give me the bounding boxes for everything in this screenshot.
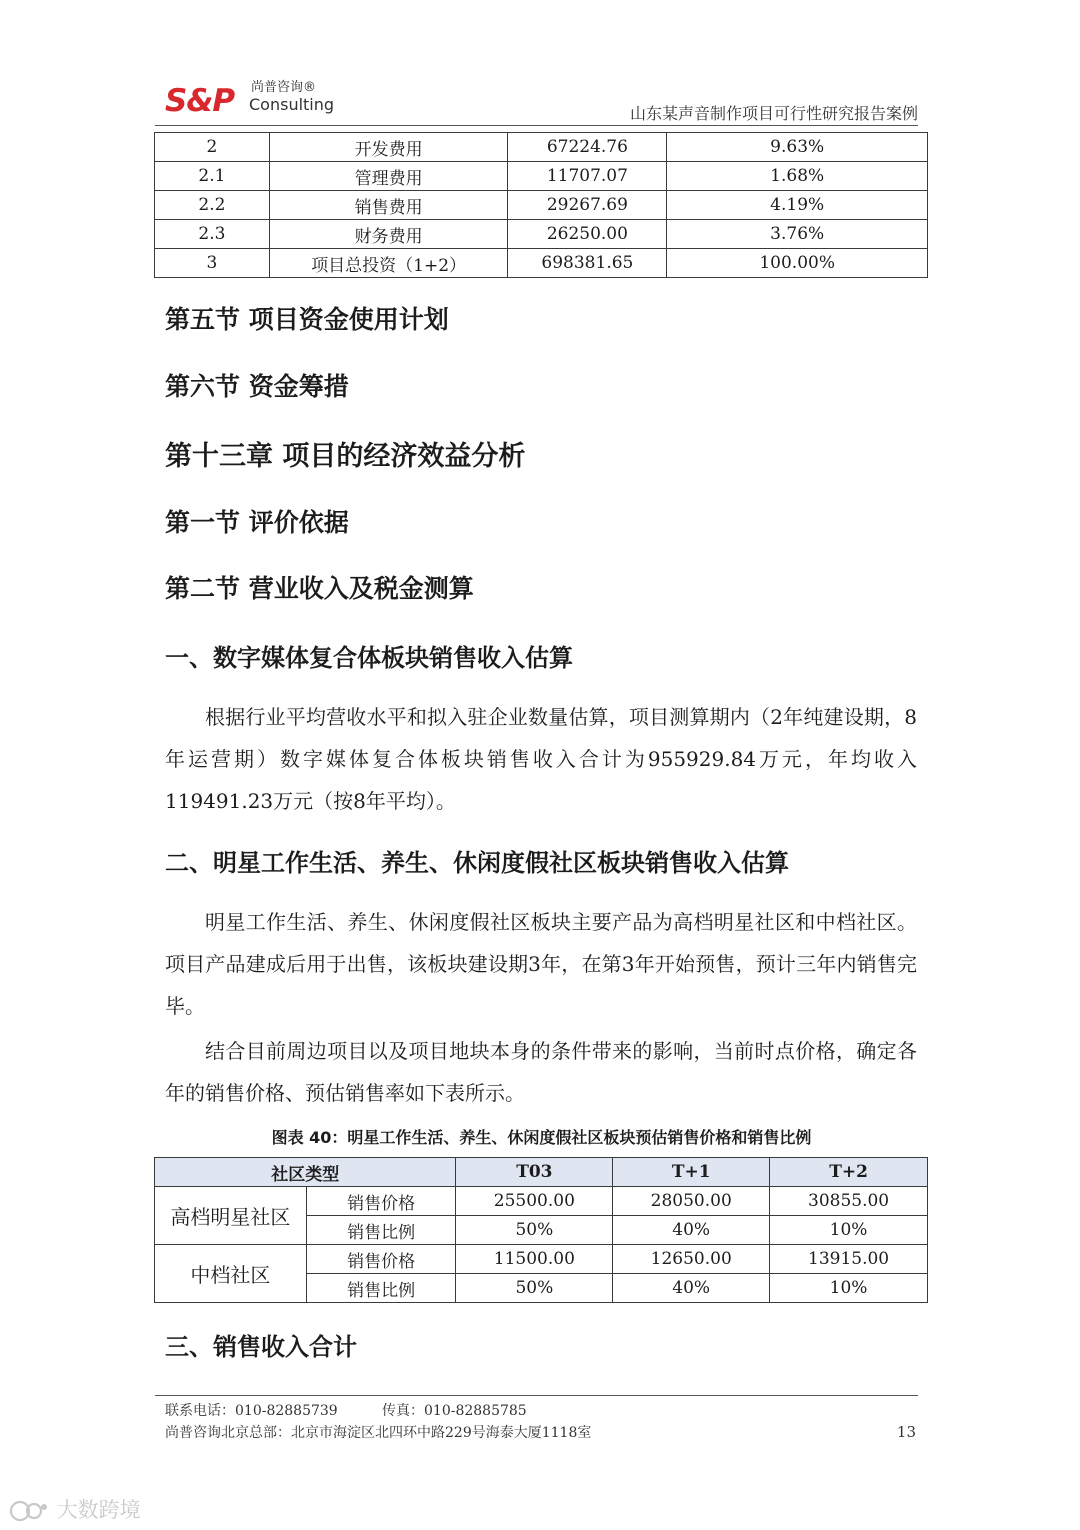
subheading-3: 三、销售收入合计 [165, 1333, 357, 1361]
table-cell: 销售费用 [269, 191, 508, 220]
table-header-row [155, 1158, 928, 1187]
table-cell: 4.19% [667, 191, 928, 220]
paragraph-2: 明星工作生活、养生、休闲度假社区板块主要产品为高档明星社区和中档社区。项目产品建成后用于出售，该板块建设期3年，在第3年开始预售，预计三年内销售完毕。 [165, 910, 917, 1018]
footer-address: 尚普咨询北京总部：北京市海淀区北四环中路229号海泰大厦1118室 [165, 1425, 592, 1441]
table-row [155, 1245, 928, 1274]
table-cell: 50% [456, 1216, 613, 1245]
table-cell: 26250.00 [508, 220, 667, 249]
logo-icon [8, 1498, 50, 1524]
table-cell: 30855.00 [770, 1187, 928, 1216]
header-cell: 社区类型 [155, 1158, 456, 1187]
table-cell: 67224.76 [508, 133, 667, 162]
table-cell: 销售价格 [306, 1245, 456, 1274]
footer-phone: 联系电话：010-82885739 [165, 1403, 338, 1419]
table-cell: 29267.69 [508, 191, 667, 220]
table-cell: 50% [456, 1274, 613, 1303]
paragraph-1: 根据行业平均营收水平和拟入驻企业数量估算，项目测算期内（2年纯建设期，8年运营期）数字媒体复合体板块销售收入合计为955929.84万元，年均收入119491.23万元（按8年平均）。 [165, 705, 917, 813]
header-cell: T03 [456, 1158, 613, 1187]
table-cell: 项目总投资（1+2） [269, 249, 508, 278]
group-cell: 中档社区 [155, 1245, 307, 1303]
table-cell: 11500.00 [456, 1245, 613, 1274]
table-row [155, 1187, 928, 1216]
group-cell: 高档明星社区 [155, 1187, 307, 1245]
table-row [155, 133, 928, 162]
section-heading-1: 第一节 评价依据 [165, 508, 349, 537]
table-cell: 管理费用 [269, 162, 508, 191]
logo-mark: S&P [165, 83, 235, 119]
table-cell: 2 [155, 133, 270, 162]
table-row [155, 220, 928, 249]
table-cell: 2.3 [155, 220, 270, 249]
table-cell: 25500.00 [456, 1187, 613, 1216]
table-cell: 销售比例 [306, 1274, 456, 1303]
table-cell: 100.00% [667, 249, 928, 278]
subheading-1: 一、数字媒体复合体板块销售收入估算 [165, 644, 573, 672]
table-row [155, 191, 928, 220]
chapter-heading-13: 第十三章 项目的经济效益分析 [165, 441, 526, 472]
subheading-2: 二、明星工作生活、养生、休闲度假社区板块销售收入估算 [165, 849, 789, 877]
table-cell: 13915.00 [770, 1245, 928, 1274]
table-cell: 40% [613, 1274, 770, 1303]
paragraph-3: 结合目前周边项目以及项目地块本身的条件带来的影响，当前时点价格，确定各年的销售价格、预估销售率如下表所示。 [165, 1039, 917, 1105]
table-cell: 3 [155, 249, 270, 278]
watermark [8, 1494, 141, 1524]
table-cell: 销售比例 [306, 1216, 456, 1245]
footer-fax: 传真：010-82885785 [382, 1403, 527, 1419]
table-cell: 2.2 [155, 191, 270, 220]
table-cell: 40% [613, 1216, 770, 1245]
logo-chinese-name: 尚普咨询® [251, 80, 317, 95]
table-row [155, 162, 928, 191]
table-row [155, 249, 928, 278]
table-cell: 698381.65 [508, 249, 667, 278]
table-cell: 3.76% [667, 220, 928, 249]
table-caption: 图表 40：明星工作生活、养生、休闲度假社区板块预估销售价格和销售比例 [271, 1128, 812, 1147]
table-cell: 2.1 [155, 162, 270, 191]
table-cell: 1.68% [667, 162, 928, 191]
table-cell: 10% [770, 1216, 928, 1245]
table-cell: 销售价格 [306, 1187, 456, 1216]
table-cell: 开发费用 [269, 133, 508, 162]
table-cell: 财务费用 [269, 220, 508, 249]
price-table [154, 1157, 928, 1303]
header-divider [155, 125, 918, 126]
logo-english-name: Consulting [249, 95, 335, 114]
watermark-text: 大数跨境 [56, 1498, 141, 1522]
company-logo [165, 80, 335, 120]
table-cell: 9.63% [667, 133, 928, 162]
header-cell: T+2 [770, 1158, 928, 1187]
table-cell: 11707.07 [508, 162, 667, 191]
section-heading-6: 第六节 资金筹措 [165, 372, 349, 401]
table-cell: 28050.00 [613, 1187, 770, 1216]
footer-divider [155, 1395, 918, 1396]
section-heading-5: 第五节 项目资金使用计划 [165, 305, 449, 334]
table-cell: 12650.00 [613, 1245, 770, 1274]
investment-table [154, 132, 928, 278]
header-cell: T+1 [613, 1158, 770, 1187]
page-number: 13 [896, 1423, 916, 1441]
table-cell: 10% [770, 1274, 928, 1303]
document-title: 山东某声音制作项目可行性研究报告案例 [629, 104, 918, 123]
section-heading-2: 第二节 营业收入及税金测算 [165, 574, 474, 603]
